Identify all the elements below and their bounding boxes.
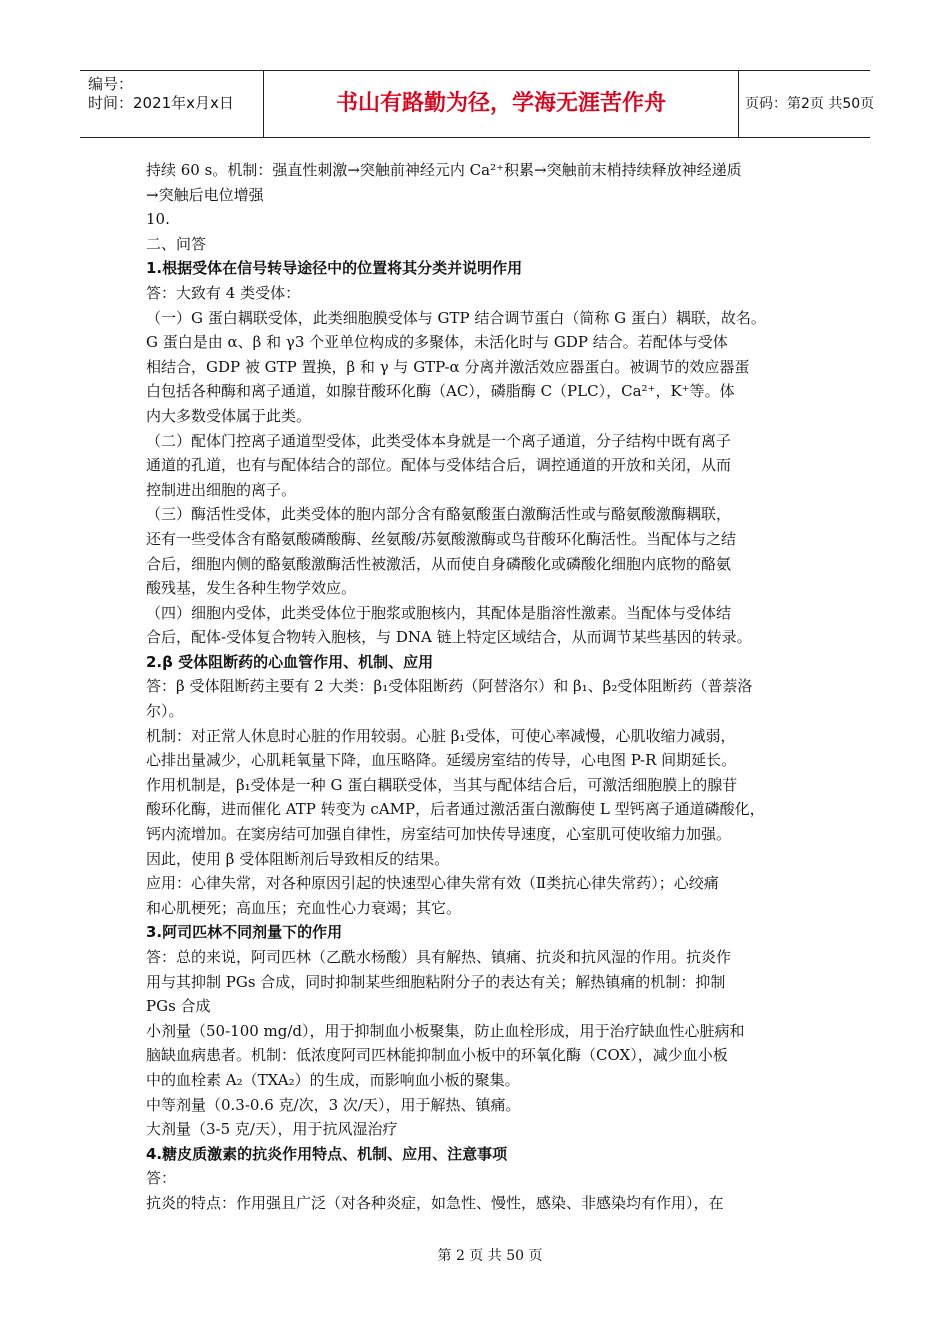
question-heading: 4.糖皮质激素的抗炎作用特点、机制、应用、注意事项 [146, 1144, 508, 1163]
motto-text: 书山有路勤为径，学海无涯苦作舟 [335, 91, 666, 116]
text-line: 相结合，GDP 被 GTP 置换，β 和 γ 与 GTP-α 分离并激活效应器蛋白。被调节的效应器蛋 [146, 357, 750, 376]
text-line: 和心肌梗死；高血压；充血性心力衰竭；其它。 [146, 898, 462, 917]
text-line: 脑缺血病患者。机制：低浓度阿司匹林能抑制血小板中的环氧化酶（COX），减少血小板 [146, 1046, 728, 1065]
footer-page-number: 第 2 页 共 50 页 [437, 1248, 543, 1264]
text-line: 白包括各种酶和离子通道，如腺苷酸环化酶（AC），磷脂酶 C（PLC），Ca²⁺，K⁺等。体 [146, 382, 735, 401]
text-line: PGs 合成 [146, 997, 211, 1016]
header-meta-cell [80, 71, 264, 137]
text-line: 尔）。 [146, 702, 184, 721]
text-line: 用与其抑制 PGs 合成，同时抑制某些细胞粘附分子的表达有关；解热镇痛的机制：抑制 [146, 972, 726, 991]
text-line: 答：总的来说，阿司匹林（乙酰水杨酸）具有解热、镇痛、抗炎和抗风湿的作用。抗炎作 [146, 948, 732, 966]
text-line: 心排出量减少，心肌耗氧量下降，血压略降。延缓房室结的传导，心电图 P-R 间期延长。 [146, 751, 737, 770]
page-info: 页码：第2页 共50页 [745, 96, 875, 112]
text-line: 因此，使用 β 受体阻断剂后导致相反的结果。 [146, 849, 450, 868]
document-body [146, 158, 814, 1216]
text-line: 钙内流增加。在窦房结可加强自律性，房室结可加快传导速度，心室肌可使收缩力加强。 [146, 825, 732, 844]
text-line: 还有一些受体含有酪氨酸磷酸酶、丝氨酸/苏氨酸激酶或鸟苷酸环化酶活性。当配体与之结 [146, 529, 737, 548]
text-line: 大剂量（3-5 克/天），用于抗风湿治疗 [146, 1120, 398, 1139]
text-line: 中等剂量（0.3-0.6 克/次，3 次/天），用于解热、镇痛。 [146, 1095, 521, 1114]
text-line: 合后，配体-受体复合物转入胞核，与 DNA 链上特定区域结合，从而调节某些基因的转录。 [146, 628, 752, 647]
text-line: 合后，细胞内侧的酪氨酸激酶活性被激活，从而使自身磷酸化或磷酸化细胞内底物的酪氨 [146, 554, 732, 573]
text-line: G 蛋白是由 α、β 和 γ3 个亚单位构成的多聚体，未活化时与 GDP 结合。若配体与受体 [146, 333, 728, 352]
question-heading: 1.根据受体在信号转导途径中的位置将其分类并说明作用 [146, 259, 523, 278]
text-line: →突触后电位增强 [146, 185, 264, 204]
page-header [80, 70, 875, 138]
text-line: 机制：对正常人休息时心脏的作用较弱。心脏 β₁受体，可使心率减慢，心肌收缩力减弱， [146, 726, 736, 745]
number-label: 编号： [88, 75, 134, 93]
text-line: 酸环化酶，进而催化 ATP 转变为 cAMP，后者通过激活蛋白激酶使 L 型钙离子通道磷酸化， [146, 800, 765, 819]
text-line: 中的血栓素 A₂（TXA₂）的生成，而影响血小板的聚集。 [146, 1070, 520, 1089]
text-line: 答： [146, 1169, 177, 1188]
text-line: 二、问答 [146, 234, 207, 253]
text-line: 答：大致有 4 类受体： [146, 283, 301, 302]
text-line: 应用：心律失常，对各种原因引起的快速型心律失常有效（Ⅱ类抗心律失常药）；心绞痛 [146, 874, 719, 893]
text-line: 通道的孔道，也有与配体结合的部位。配体与受体结合后，调控通道的开放和关闭，从而 [146, 456, 732, 475]
text-line: （一）G 蛋白耦联受体，此类细胞膜受体与 GTP 结合调节蛋白（简称 G 蛋白）耦联，故名。 [146, 308, 766, 327]
date-label: 时间：2021年x月x日 [88, 94, 234, 112]
text-line: 小剂量（50-100 mg/d），用于抑制血小板聚集，防止血栓形成，用于治疗缺血性心脏病和 [146, 1021, 745, 1040]
text-line: 酸残基，发生各种生物学效应。 [146, 579, 357, 598]
header-motto-cell [264, 71, 739, 137]
header-page-cell [739, 71, 875, 137]
text-line: 持续 60 s。机制：强直性刺激→突触前神经元内 Ca²⁺积累→突触前末梢持续释放神经递质 [146, 161, 742, 179]
text-line: 内大多数受体属于此类。 [146, 406, 312, 425]
text-line: （三）酶活性受体，此类受体的胞内部分含有酪氨酸蛋白激酶活性或与酪氨酸激酶耦联， [146, 505, 732, 524]
text-line: 控制进出细胞的离子。 [146, 480, 297, 499]
text-line: （四）细胞内受体，此类受体位于胞浆或胞核内，其配体是脂溶性激素。当配体与受体结 [146, 603, 732, 622]
text-line: 抗炎的特点：作用强且广泛（对各种炎症，如急性、慢性，感染、非感染均有作用），在 [146, 1193, 724, 1212]
question-heading: 2.β 受体阻断药的心血管作用、机制、应用 [146, 652, 434, 671]
text-line: 作用机制是，β₁受体是一种 G 蛋白耦联受体，当其与配体结合后，可激活细胞膜上的腺苷 [146, 775, 738, 794]
text-line: 答：β 受体阻断药主要有 2 大类：β₁受体阻断药（阿替洛尔）和 β₁、β₂受体阻断药（普萘洛 [146, 677, 753, 696]
page-footer [0, 1245, 950, 1265]
text-line: 10. [146, 210, 170, 229]
question-heading: 3.阿司匹林不同剂量下的作用 [146, 923, 343, 942]
text-line: （二）配体门控离子通道型受体，此类受体本身就是一个离子通道，分子结构中既有离子 [146, 431, 732, 450]
